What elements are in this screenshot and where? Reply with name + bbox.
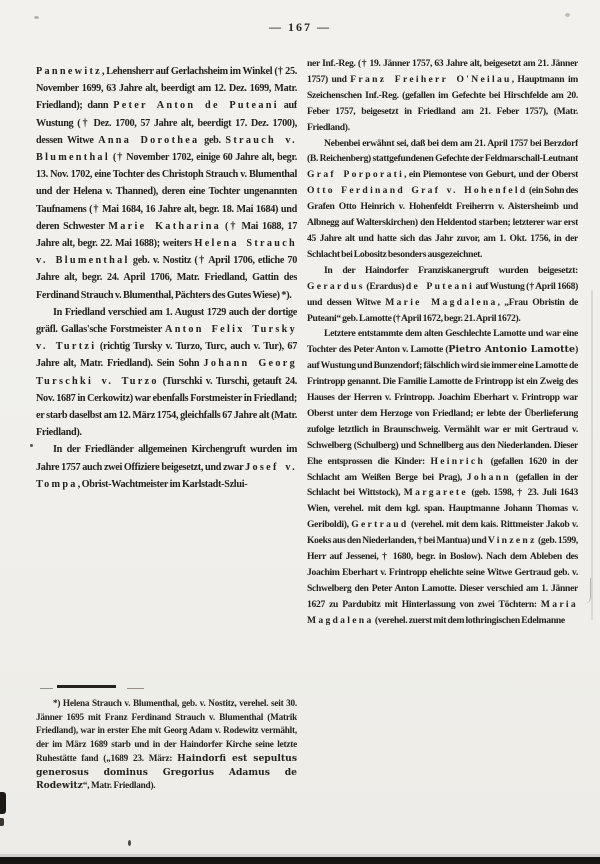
text-segment: auf Wustung († Dez. 1700, 57 Jahre alt, beerdigt 17. Dez. 1700), dessen Witwe: [36, 100, 297, 146]
left-column: [36, 63, 297, 677]
text-segment: (geb. 1598, † 23. Juli 1643 Wien, verehel. mit dem kgl. span. Hauptmanne Johann Thomas v. Geriboldi),: [307, 487, 578, 531]
text-segment: (ein Sohn des Grafen Otto Heinrich v. Hohenfeldt Freiherrn v. Aistersheimb und Albnegg auf Walterskirchen) den Heldentod starben; letzterer war erst 45 Jahre alt und hatte sich das Jahr zuvor, am 1. Okt. 1756, in der Schlacht bei Lobositz besonders ausgezeichnet.: [307, 185, 578, 260]
text-segment: (gefallen in der Schlacht bei Wittstock),: [307, 471, 578, 499]
text-segment: (richtig Tursky v. Turzo, Turc, auch v. Tur), 67 Jahre alt, Matr. Friedland). Sein Sohn: [36, 341, 297, 370]
page-fold-line: [591, 290, 593, 620]
letterspaced-name: de Puteani: [405, 280, 475, 292]
letterspaced-name: Helena Strauch v. Blumenthal: [36, 238, 297, 267]
text-segment: , ein Piemontese von Geburt, und der Oberst: [404, 169, 578, 181]
text-segment: (gefallen 1620 in der Schlacht am Weißen Berge bei Prag),: [307, 455, 578, 483]
letterspaced-name: Otto Ferdinand Graf v. Hohenfeld: [307, 185, 528, 197]
letterspaced-name: Marie Magdalena: [385, 296, 498, 308]
paragraph: [307, 326, 578, 628]
text-segment: In der Friedländer allgemeinen Kirchengruft wurden im Jahre 1757 auch zwei Offiziere beigesetzt, und zwar: [36, 444, 297, 473]
scan-curve-mark: [584, 578, 591, 604]
scan-speck: [565, 13, 570, 17]
text-segment: (verehel. zuerst mit dem lothringischen Edelmanne: [373, 614, 565, 626]
scan-edge-mark: [0, 792, 6, 814]
letterspaced-name: Gertraud: [351, 519, 409, 531]
antiqua-text: Haindorfi est sepultus generosus dominus Gregorius Adamus de Rodewitz: [36, 752, 297, 792]
text-segment: , Lehensherr auf Gerlachsheim im Winkel († 25. November 1699, 63 Jahre alt, beerdigt am 12. Dez. 1699, Matr. Friedland); dann: [36, 66, 297, 112]
text-segment: Letztere entstammte dem alten Geschlechte Lamotte und war eine Tochter des Peter Anton v. Lamotte (: [307, 328, 578, 356]
scan-speck: [34, 16, 39, 19]
text-segment: († Mai 1688, 17 Jahre alt, begr. 22. Mai 1688); weiters: [36, 220, 297, 250]
scan-bottom-edge: [0, 857, 600, 864]
text-segment: (verehel. mit dem kais. Rittmeister Jakob v. Koeks aus den Niederlanden, † bei Mantua) und: [307, 519, 578, 547]
letterspaced-name: Gerardus: [307, 280, 365, 292]
text-segment: Nebenbei erwähnt sei, daß bei dem am 21. April 1757 bei Berzdorf (B. Reichenberg) stattgefundenen Gefechte der Feldmarschall-Leutnant: [307, 137, 578, 165]
letterspaced-name: Pannewitz: [36, 66, 102, 77]
text-segment: , Hauptmann im Szeichenschen Inf.-Reg. (gefallen im Gefechte bei Hirschfelde am 20. Feber 1757, beigesetzt in Friedland am 21. Feber 1757), (Matr. Friedland).: [307, 73, 578, 133]
paragraph: [307, 136, 578, 263]
scan-speck: [128, 840, 131, 846]
text-segment: In der Haindorfer Franziskanergruft wurden beigesetzt:: [324, 264, 578, 276]
text-segment: ner Inf.-Reg. († 19. Jänner 1757, 63 Jahre alt, beigesetzt am 21. Jänner 1757) und: [307, 58, 578, 85]
paragraph: [307, 263, 578, 327]
text-segment: , Obrist-Wachtmeister im Karlstadt-Szlui-: [77, 478, 248, 490]
scan-edge-mark-small: [0, 818, 4, 826]
paragraph: [36, 304, 297, 442]
letterspaced-name: Vinzenz: [487, 535, 537, 547]
text-segment: geb. v. Nostitz († April 1706, etliche 70 Jahre alt, begr. 24. April 1706, Matr. Friedland, Gattin des Ferdinand Strauch v. Blumenthal, Pächters des Gutes Wiese) *).: [36, 255, 297, 301]
paragraph: [36, 63, 297, 304]
text-segment: *) Helena Strauch v. Blumenthal, geb. v. Nostitz, verehel. seit 30. Jänner 1695 mit Franz Ferdinand Strauch v. Blumenthal (Matrik Friedland), war in erster Ehe mit Georg Adam v. Rodewitz vermählt, der im März 1689 starb und in der Haindorfer Kirche seine letzte Ruhestätte fand („1689 23. März:: [36, 698, 297, 763]
text-segment: (Turschki v. Turschi, getauft 24. Nov. 1687 in Cerkowitz) war ebenfalls Forstmeister in Friedland; er starb daselbst am 12. März 1754, gleichfalls 67 Jahre alt (Matr. Friedland).: [36, 375, 297, 439]
right-column: [307, 56, 578, 846]
footnote-separator-rule: [57, 685, 116, 688]
text-segment: geb.: [199, 134, 226, 146]
text-segment: (Erardus): [364, 280, 406, 292]
footnote-separator-dash-right: [127, 688, 144, 689]
letterspaced-name: Johann Georg Turschki v. Turzo: [36, 358, 297, 387]
letterspaced-name: Josef v. Tompa: [36, 461, 297, 490]
letterspaced-name: Franz Freiherr O'Neilau: [350, 73, 512, 85]
text-segment: “, Matr. Friedland).: [82, 780, 156, 791]
letterspaced-name: Strauch v. Blumenthal: [36, 134, 297, 164]
antiqua-text: Pietro Antonio Lamotte: [448, 344, 576, 356]
text-segment: In Friedland verschied am 1. August 1729 auch der dortige gräfl. Gallas'sche Forstmeister: [36, 306, 297, 336]
letterspaced-name: Graf Porporati: [307, 169, 405, 181]
paragraph: [36, 697, 297, 793]
text-segment: (geb. 1599, Herr auf Jessenei, † 1680, begr. in Boslow). Nach dem Ableben des Joachim Eberhart v. Frintropp ehelichte seine Witwe Gertraud geb. v. Schwelberg den Peter Anton Lamotte. Dieser verschied am 1. Jänner 1627 zu Pardubitz mit Hinterlassung von zwei Töchtern:: [307, 535, 578, 610]
text-segment: , „Frau Obristin de Puteani“ geb. Lamotte († April 1672, begr. 21. April 1672).: [307, 296, 578, 324]
paragraph: [36, 441, 297, 493]
letterspaced-name: Maria Magdalena: [307, 598, 578, 626]
letterspaced-name: Heinrich: [430, 455, 486, 467]
text-segment: ) auf Wustung und Bunzendorf; fälschlich wird sie immer eine Lamotte de Frintropp genannt. Die Familie Lamotte de Frintropp ist ein Zweig des Hauses der Herren v. Frintropp. Joachim Eberhart v. Frintropp war Oberst unter dem Herzoge von Friedland; er lebte der Überlieferung zufolge letztlich in Braunschweig. Vermählt war er mit Gertraud v. Schwelberg (Schulberg) und Schnellberg aus den Niederlanden. Dieser Ehe entsprossen die Kinder:: [307, 344, 578, 467]
footnote: [36, 697, 297, 827]
letterspaced-name: Anton Felix Tursky v. Turtzi: [36, 324, 297, 353]
footnote-separator-dash-left: [40, 688, 53, 689]
letterspaced-name: Marie Katharina: [108, 220, 222, 232]
paragraph: [307, 56, 578, 136]
page-number: — 167 —: [269, 20, 331, 34]
text-segment: auf Wustung († April 1668) und dessen Witwe: [307, 280, 578, 308]
letterspaced-name: Peter Anton de Puteani: [113, 100, 279, 112]
letterspaced-name: Johann: [466, 471, 511, 483]
letterspaced-name: Margarete: [403, 487, 468, 499]
text-segment: († November 1702, einige 60 Jahre alt, begr. 13. Nov. 1702, eine Tochter des Christoph Strauch v. Blumenthal und der Helena v. Thanned), deren eine Tochter ungenannten Taufnamens († Mai 1684, 16 Jahre alt, begr. 18. Mai 1684) und deren Schwester: [36, 152, 297, 232]
letterspaced-name: Anna Dorothea: [98, 134, 200, 146]
scan-speck: [30, 444, 33, 447]
